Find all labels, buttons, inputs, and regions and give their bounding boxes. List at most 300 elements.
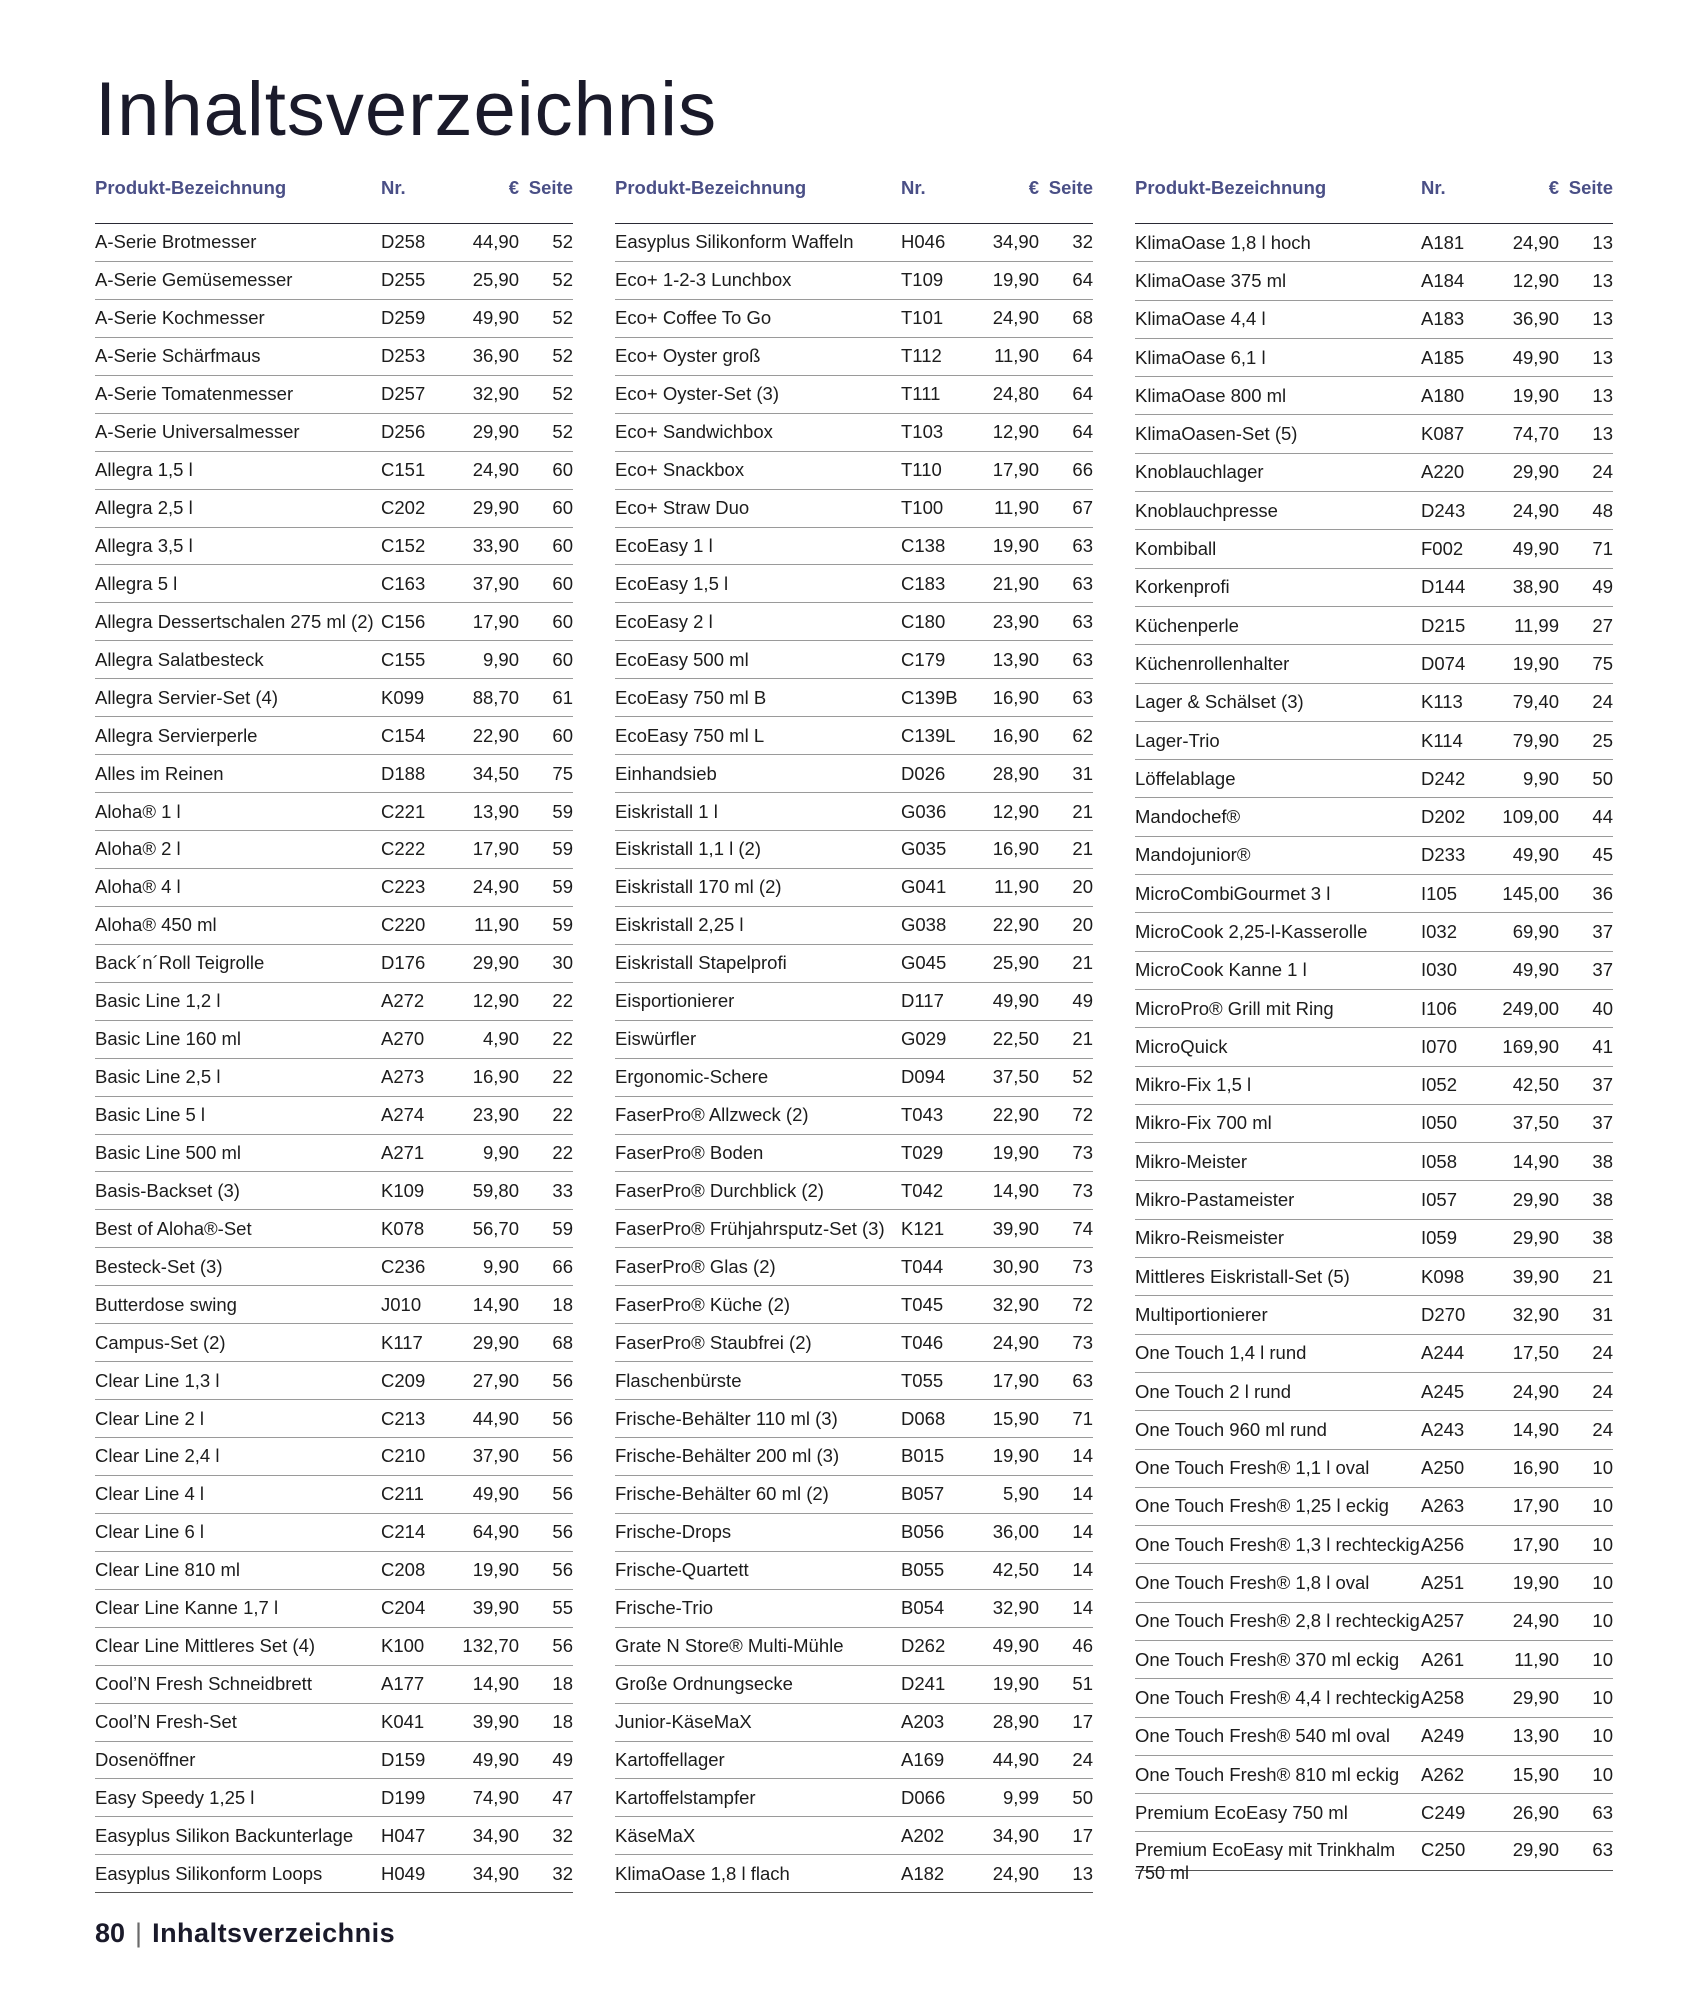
product-name: Eco+ Coffee To Go bbox=[615, 307, 772, 329]
product-number: B055 bbox=[901, 1559, 945, 1581]
product-name: Allegra 3,5 l bbox=[95, 534, 193, 556]
table-row bbox=[1135, 760, 1613, 798]
product-name: Alles im Reinen bbox=[95, 762, 224, 784]
product-name: Aloha® 1 l bbox=[95, 800, 181, 822]
product-name: Cool’N Fresh Schneidbrett bbox=[95, 1673, 312, 1695]
product-number: C202 bbox=[381, 497, 426, 519]
product-name: EcoEasy 2 l bbox=[615, 610, 713, 632]
table-row bbox=[95, 1855, 573, 1893]
table-row bbox=[1135, 798, 1613, 836]
product-number: H049 bbox=[381, 1862, 426, 1884]
product-page: 33 bbox=[552, 1179, 573, 1201]
product-name: Frische-Behälter 110 ml (3) bbox=[615, 1407, 838, 1429]
product-name: Easyplus Silikonform Waffeln bbox=[615, 231, 854, 253]
product-name: Eco+ Sandwichbox bbox=[615, 421, 773, 443]
product-page: 13 bbox=[1592, 231, 1613, 253]
product-name: One Touch 960 ml rund bbox=[1135, 1418, 1327, 1440]
product-page: 52 bbox=[552, 231, 573, 253]
product-page: 63 bbox=[1072, 686, 1093, 708]
product-name: Eco+ Oyster groß bbox=[615, 345, 761, 367]
product-page: 10 bbox=[1592, 1495, 1613, 1517]
product-number: G036 bbox=[901, 800, 947, 822]
product-number: C222 bbox=[381, 838, 426, 860]
product-price: 49,90 bbox=[1512, 346, 1559, 368]
product-name: Eiskristall 2,25 l bbox=[615, 914, 744, 936]
product-name: Clear Line 2 l bbox=[95, 1407, 205, 1429]
toc-column-2 bbox=[615, 172, 1093, 1893]
product-price: 33,90 bbox=[472, 534, 519, 556]
product-price: 16,90 bbox=[992, 686, 1039, 708]
table-row bbox=[1135, 454, 1613, 492]
product-price: 11,90 bbox=[1514, 1648, 1559, 1670]
footer-label: Inhaltsverzeichnis bbox=[152, 1918, 396, 1948]
product-price: 15,90 bbox=[992, 1407, 1039, 1429]
product-page: 21 bbox=[1072, 838, 1093, 860]
product-price: 36,00 bbox=[992, 1521, 1039, 1543]
product-page: 52 bbox=[552, 383, 573, 405]
table-row bbox=[95, 414, 573, 452]
product-name: KäseMaX bbox=[615, 1824, 696, 1846]
product-page: 60 bbox=[552, 648, 573, 670]
table-row bbox=[1135, 645, 1613, 683]
product-name: Kombiball bbox=[1135, 538, 1217, 560]
product-price: 24,90 bbox=[1512, 1610, 1559, 1632]
header-nr: Nr. bbox=[1421, 177, 1446, 198]
product-page: 52 bbox=[552, 307, 573, 329]
product-page: 56 bbox=[552, 1483, 573, 1505]
product-number: T055 bbox=[901, 1369, 944, 1391]
product-name: Allegra Dessertschalen 275 ml (2) bbox=[95, 610, 374, 632]
product-number: D242 bbox=[1421, 767, 1466, 789]
product-price: 14,90 bbox=[1512, 1418, 1559, 1440]
product-number: A220 bbox=[1421, 461, 1465, 483]
product-name: A-Serie Tomatenmesser bbox=[95, 383, 294, 405]
product-number: T103 bbox=[901, 421, 944, 443]
product-number: A177 bbox=[381, 1673, 425, 1695]
product-name: Mikro-Meister bbox=[1135, 1150, 1248, 1172]
table-row bbox=[615, 1362, 1093, 1400]
product-price: 24,90 bbox=[992, 307, 1039, 329]
product-price: 42,50 bbox=[1512, 1074, 1559, 1096]
product-page: 60 bbox=[552, 459, 573, 481]
product-name: Grate N Store® Multi-Mühle bbox=[615, 1635, 844, 1657]
product-page: 32 bbox=[552, 1824, 573, 1846]
product-name: Mandochef® bbox=[1135, 806, 1241, 828]
product-price: 49,90 bbox=[992, 1635, 1039, 1657]
product-number: B054 bbox=[901, 1597, 945, 1619]
product-page: 13 bbox=[1592, 308, 1613, 330]
table-row bbox=[1135, 1067, 1613, 1105]
product-page: 73 bbox=[1072, 1331, 1093, 1353]
product-name: A-Serie Gemüsemesser bbox=[95, 269, 293, 291]
product-name: Eco+ Snackbox bbox=[615, 459, 745, 481]
header-name: Produkt-Bezeichnung bbox=[1135, 177, 1327, 198]
product-number: C139L bbox=[901, 724, 956, 746]
product-number: K117 bbox=[381, 1331, 423, 1353]
product-name: Basis-Backset (3) bbox=[95, 1179, 240, 1201]
product-number: C249 bbox=[1421, 1801, 1466, 1823]
product-page: 22 bbox=[552, 1066, 573, 1088]
table-row bbox=[1135, 1335, 1613, 1373]
product-price: 29,90 bbox=[1512, 1839, 1559, 1861]
product-number: C151 bbox=[381, 459, 426, 481]
header-nr: Nr. bbox=[901, 177, 926, 198]
product-page: 13 bbox=[1592, 346, 1613, 368]
product-page: 68 bbox=[552, 1331, 573, 1353]
product-price: 13,90 bbox=[992, 648, 1039, 670]
product-number: J010 bbox=[381, 1293, 422, 1315]
table-row bbox=[615, 831, 1093, 869]
product-number: C163 bbox=[381, 572, 426, 594]
product-page: 60 bbox=[552, 497, 573, 519]
product-name: Mittleres Eiskristall-Set (5) bbox=[1135, 1265, 1350, 1287]
product-name: Aloha® 2 l bbox=[95, 838, 181, 860]
product-page: 18 bbox=[552, 1711, 573, 1733]
product-price: 29,90 bbox=[1512, 1227, 1559, 1249]
product-number: D257 bbox=[381, 383, 426, 405]
product-name: Clear Line 810 ml bbox=[95, 1559, 240, 1581]
product-name: MicroPro® Grill mit Ring bbox=[1135, 997, 1334, 1019]
table-row bbox=[615, 490, 1093, 528]
product-name: Frische-Behälter 60 ml (2) bbox=[615, 1483, 829, 1505]
product-name: Aloha® 4 l bbox=[95, 876, 181, 898]
product-number: K109 bbox=[381, 1179, 425, 1201]
table-row bbox=[615, 1324, 1093, 1362]
product-page: 52 bbox=[552, 421, 573, 443]
product-name: A-Serie Schärfmaus bbox=[95, 345, 261, 367]
product-number: C180 bbox=[901, 610, 946, 632]
product-number: K121 bbox=[901, 1217, 945, 1239]
table-row bbox=[95, 1362, 573, 1400]
product-price: 59,80 bbox=[472, 1179, 519, 1201]
product-name: Allegra Salatbesteck bbox=[95, 648, 264, 670]
product-name: KlimaOase 4,4 l bbox=[1135, 308, 1266, 330]
product-page: 10 bbox=[1592, 1457, 1613, 1479]
product-price: 34,90 bbox=[992, 1824, 1039, 1846]
table-row bbox=[95, 1021, 573, 1059]
product-page: 56 bbox=[552, 1559, 573, 1581]
product-name: KlimaOasen-Set (5) bbox=[1135, 423, 1298, 445]
product-number: C210 bbox=[381, 1445, 426, 1467]
table-row bbox=[95, 1779, 573, 1817]
product-page: 75 bbox=[552, 762, 573, 784]
product-number: C221 bbox=[381, 800, 426, 822]
product-name: Aloha® 450 ml bbox=[95, 914, 217, 936]
product-price: 34,90 bbox=[472, 1824, 519, 1846]
product-price: 24,80 bbox=[992, 383, 1039, 405]
product-page: 38 bbox=[1592, 1189, 1613, 1211]
table-row bbox=[615, 1400, 1093, 1438]
table-row bbox=[95, 1286, 573, 1324]
product-name: FaserPro® Boden bbox=[615, 1141, 764, 1163]
table-row bbox=[615, 414, 1093, 452]
product-price: 22,50 bbox=[992, 1028, 1039, 1050]
table-row bbox=[1135, 301, 1613, 339]
product-number: I059 bbox=[1421, 1227, 1458, 1249]
product-page: 14 bbox=[1072, 1445, 1093, 1467]
product-page: 21 bbox=[1072, 952, 1093, 974]
product-name: Basic Line 5 l bbox=[95, 1104, 206, 1126]
product-price: 28,90 bbox=[992, 762, 1039, 784]
product-name: Frische-Quartett bbox=[615, 1559, 749, 1581]
table-row bbox=[1135, 1488, 1613, 1526]
product-number: D176 bbox=[381, 952, 426, 974]
product-price: 19,90 bbox=[992, 269, 1039, 291]
product-price: 14,90 bbox=[472, 1673, 519, 1695]
product-page: 64 bbox=[1072, 345, 1093, 367]
product-price: 24,90 bbox=[472, 459, 519, 481]
product-page: 71 bbox=[1072, 1407, 1093, 1429]
product-name: Frische-Behälter 200 ml (3) bbox=[615, 1445, 840, 1467]
product-price: 44,90 bbox=[992, 1748, 1039, 1770]
product-number: K100 bbox=[381, 1635, 425, 1657]
product-page: 60 bbox=[552, 610, 573, 632]
product-page: 49 bbox=[1592, 576, 1613, 598]
product-number: D262 bbox=[901, 1635, 946, 1657]
product-number: D188 bbox=[381, 762, 426, 784]
product-name: Allegra 1,5 l bbox=[95, 459, 193, 481]
header-page: Seite bbox=[1568, 177, 1613, 198]
product-price: 42,50 bbox=[992, 1559, 1039, 1581]
product-number: D068 bbox=[901, 1407, 946, 1429]
product-number: D202 bbox=[1421, 806, 1466, 828]
product-price: 49,90 bbox=[1512, 959, 1559, 981]
table-row bbox=[1135, 607, 1613, 645]
product-name: EcoEasy 500 ml bbox=[615, 648, 749, 670]
product-price: 9,90 bbox=[482, 1141, 519, 1163]
product-page: 31 bbox=[1072, 762, 1093, 784]
product-name: Knoblauchpresse bbox=[1135, 499, 1278, 521]
product-page: 63 bbox=[1072, 648, 1093, 670]
product-price: 39,90 bbox=[992, 1217, 1039, 1239]
product-page: 51 bbox=[1072, 1673, 1093, 1695]
toc-column-3 bbox=[1135, 172, 1613, 1883]
product-page: 24 bbox=[1592, 1418, 1613, 1440]
product-page: 47 bbox=[552, 1786, 573, 1808]
table-row bbox=[1135, 1373, 1613, 1411]
product-page: 63 bbox=[1072, 534, 1093, 556]
table-row bbox=[615, 1172, 1093, 1210]
product-page: 64 bbox=[1072, 269, 1093, 291]
product-page: 18 bbox=[552, 1673, 573, 1695]
table-row bbox=[615, 1779, 1093, 1817]
product-page: 13 bbox=[1592, 269, 1613, 291]
product-page: 31 bbox=[1592, 1303, 1613, 1325]
page-footer bbox=[95, 1918, 395, 1949]
product-number: A263 bbox=[1421, 1495, 1465, 1517]
product-page: 55 bbox=[552, 1597, 573, 1619]
table-row bbox=[615, 983, 1093, 1021]
product-page: 32 bbox=[1072, 231, 1093, 253]
product-page: 22 bbox=[552, 1141, 573, 1163]
product-number: I070 bbox=[1421, 1035, 1458, 1057]
product-name: One Touch Fresh® 1,8 l oval bbox=[1135, 1572, 1370, 1594]
product-price: 17,50 bbox=[1512, 1342, 1559, 1364]
toc-column-1 bbox=[95, 172, 573, 1893]
product-number: A183 bbox=[1421, 308, 1465, 330]
table-row bbox=[95, 945, 573, 983]
product-price: 69,90 bbox=[1512, 920, 1559, 942]
product-name: Eisportionierer bbox=[615, 990, 735, 1012]
product-price: 34,50 bbox=[472, 762, 519, 784]
product-page: 13 bbox=[1072, 1862, 1093, 1884]
product-page: 59 bbox=[552, 838, 573, 860]
table-row bbox=[1135, 1028, 1613, 1066]
product-number: T111 bbox=[901, 383, 941, 405]
table-row bbox=[95, 300, 573, 338]
table-row bbox=[615, 907, 1093, 945]
table-row bbox=[95, 1742, 573, 1780]
product-number: A257 bbox=[1421, 1610, 1465, 1632]
product-name: FaserPro® Staubfrei (2) bbox=[615, 1331, 812, 1353]
product-number: C155 bbox=[381, 648, 426, 670]
product-page: 14 bbox=[1072, 1483, 1093, 1505]
product-name: Lager-Trio bbox=[1135, 729, 1220, 751]
product-name: Best of Aloha®-Set bbox=[95, 1217, 252, 1239]
product-name: Allegra 2,5 l bbox=[95, 497, 193, 519]
product-number: A202 bbox=[901, 1824, 945, 1846]
product-page: 56 bbox=[552, 1635, 573, 1657]
table-row bbox=[95, 1666, 573, 1704]
table-row bbox=[95, 1400, 573, 1438]
product-page: 37 bbox=[1592, 1074, 1613, 1096]
product-price: 14,90 bbox=[1512, 1150, 1559, 1172]
product-page: 10 bbox=[1592, 1725, 1613, 1747]
table-row bbox=[1135, 1564, 1613, 1602]
product-price: 22,90 bbox=[992, 1104, 1039, 1126]
table-row bbox=[615, 603, 1093, 641]
product-page: 49 bbox=[552, 1748, 573, 1770]
product-price: 39,90 bbox=[1512, 1265, 1559, 1287]
product-name: One Touch Fresh® 810 ml eckig bbox=[1135, 1763, 1400, 1785]
product-page: 10 bbox=[1592, 1648, 1613, 1670]
product-name: A-Serie Kochmesser bbox=[95, 307, 265, 329]
product-number: K114 bbox=[1421, 729, 1463, 751]
product-page: 21 bbox=[1592, 1265, 1613, 1287]
product-price: 19,90 bbox=[1512, 384, 1559, 406]
table-row bbox=[615, 1286, 1093, 1324]
table-row bbox=[615, 1817, 1093, 1855]
product-price: 5,90 bbox=[1002, 1483, 1039, 1505]
product-page: 46 bbox=[1072, 1635, 1093, 1657]
product-name: A-Serie Brotmesser bbox=[95, 231, 257, 253]
product-price: 9,90 bbox=[1522, 767, 1559, 789]
product-page: 71 bbox=[1592, 538, 1613, 560]
product-name: Basic Line 160 ml bbox=[95, 1028, 242, 1050]
product-price: 26,90 bbox=[1512, 1801, 1559, 1823]
product-price: 37,90 bbox=[472, 1445, 519, 1467]
table-row bbox=[1135, 1258, 1613, 1296]
product-price: 24,90 bbox=[1512, 1380, 1559, 1402]
table-row bbox=[1135, 1641, 1613, 1679]
product-name: Clear Line 2,4 l bbox=[95, 1445, 220, 1467]
table-row bbox=[615, 300, 1093, 338]
table-row bbox=[95, 717, 573, 755]
product-page: 64 bbox=[1072, 383, 1093, 405]
product-name: Basic Line 500 ml bbox=[95, 1141, 242, 1163]
product-price: 11,90 bbox=[994, 876, 1039, 898]
product-page: 60 bbox=[552, 534, 573, 556]
table-row bbox=[1135, 1450, 1613, 1488]
product-price: 23,90 bbox=[472, 1104, 519, 1126]
product-number: C214 bbox=[381, 1521, 426, 1543]
product-page: 30 bbox=[552, 952, 573, 974]
header-page: Seite bbox=[1048, 177, 1093, 198]
product-page: 63 bbox=[1072, 572, 1093, 594]
header-page: Seite bbox=[528, 177, 573, 198]
product-name: Mikro-Pastameister bbox=[1135, 1189, 1295, 1211]
product-name: One Touch Fresh® 540 ml oval bbox=[1135, 1725, 1390, 1747]
product-name: KlimaOase 375 ml bbox=[1135, 269, 1287, 291]
product-number: I052 bbox=[1421, 1074, 1458, 1096]
table-row bbox=[1135, 530, 1613, 568]
product-page: 63 bbox=[1072, 610, 1093, 632]
product-page: 73 bbox=[1072, 1179, 1093, 1201]
product-name: Eiskristall 170 ml (2) bbox=[615, 876, 782, 898]
product-page: 10 bbox=[1592, 1686, 1613, 1708]
product-number: A185 bbox=[1421, 346, 1465, 368]
product-page: 52 bbox=[552, 345, 573, 367]
product-page: 36 bbox=[1592, 882, 1613, 904]
product-name: Back´n´Roll Teigrolle bbox=[95, 952, 265, 974]
table-header bbox=[615, 172, 1093, 224]
product-page: 63 bbox=[1592, 1839, 1613, 1861]
product-name: Eiskristall Stapelprofi bbox=[615, 952, 787, 974]
product-number: T043 bbox=[901, 1104, 944, 1126]
product-number: T044 bbox=[901, 1255, 944, 1277]
table-row bbox=[1135, 492, 1613, 530]
product-number: A271 bbox=[381, 1141, 425, 1163]
product-page: 20 bbox=[1072, 914, 1093, 936]
product-number: A203 bbox=[901, 1711, 945, 1733]
product-name: Eco+ Oyster-Set (3) bbox=[615, 383, 779, 405]
product-price: 74,70 bbox=[1512, 423, 1559, 445]
product-page: 52 bbox=[552, 269, 573, 291]
product-name: Premium EcoEasy 750 ml bbox=[1135, 1801, 1348, 1823]
table-row bbox=[95, 1097, 573, 1135]
table-row bbox=[615, 1476, 1093, 1514]
product-page: 74 bbox=[1072, 1217, 1093, 1239]
product-page: 59 bbox=[552, 914, 573, 936]
product-number: D241 bbox=[901, 1673, 946, 1695]
product-price: 9,90 bbox=[482, 648, 519, 670]
table-row bbox=[615, 869, 1093, 907]
product-name: Mandojunior® bbox=[1135, 844, 1251, 866]
product-page: 14 bbox=[1072, 1521, 1093, 1543]
product-price: 29,90 bbox=[472, 421, 519, 443]
product-price: 44,90 bbox=[472, 231, 519, 253]
product-price: 56,70 bbox=[472, 1217, 519, 1239]
product-name: Große Ordnungsecke bbox=[615, 1673, 793, 1695]
table-row bbox=[1135, 1832, 1613, 1883]
product-page: 60 bbox=[552, 724, 573, 746]
product-number: H047 bbox=[381, 1824, 426, 1846]
product-number: D074 bbox=[1421, 652, 1466, 674]
product-page: 17 bbox=[1072, 1711, 1093, 1733]
header-name: Produkt-Bezeichnung bbox=[95, 177, 287, 198]
product-price: 34,90 bbox=[992, 231, 1039, 253]
table-row bbox=[95, 603, 573, 641]
table-row bbox=[615, 528, 1093, 566]
product-page: 18 bbox=[552, 1293, 573, 1315]
product-price: 17,90 bbox=[472, 838, 519, 860]
product-price: 132,70 bbox=[462, 1635, 519, 1657]
product-price: 36,90 bbox=[1512, 308, 1559, 330]
header-price: € bbox=[508, 177, 519, 198]
product-price: 15,90 bbox=[1512, 1763, 1559, 1785]
product-number: A169 bbox=[901, 1748, 945, 1770]
product-number: D215 bbox=[1421, 614, 1466, 636]
